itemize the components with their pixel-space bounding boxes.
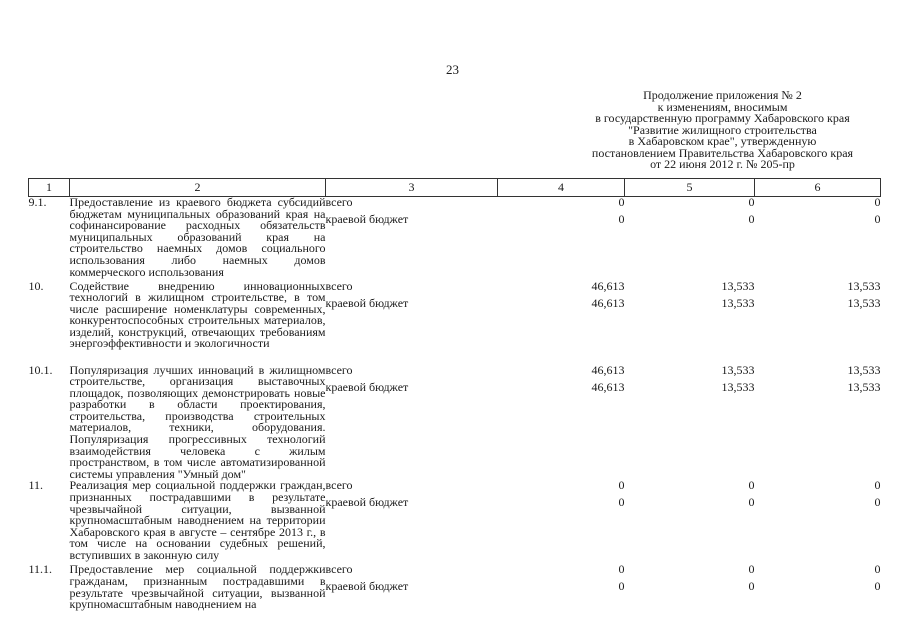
- value-cell: 13,533: [847, 295, 881, 310]
- value-cell: 0: [748, 195, 755, 209]
- value-cell: 13,533: [721, 379, 755, 394]
- header-line: в государственную программу Хабаровского края: [595, 111, 850, 125]
- table-row: [29, 564, 881, 620]
- value-col-6: [755, 564, 881, 620]
- value-col-6: [755, 197, 881, 281]
- funding-sources: [326, 564, 498, 620]
- column-header: 1: [29, 179, 70, 197]
- funding-sources: [326, 197, 498, 281]
- header-line: Продолжение приложения № 2: [643, 88, 802, 102]
- value-col-6: [755, 480, 881, 564]
- header-line: "Развитие жилищного строительства: [628, 122, 817, 137]
- funding-sources: [325, 278, 498, 365]
- value-col-5: [625, 564, 755, 620]
- source-label: краевой бюджет: [325, 495, 409, 510]
- row-number: 11.: [28, 478, 44, 493]
- column-header: 2: [70, 179, 326, 197]
- value-cell: 13,533: [847, 362, 881, 377]
- header-line: в Хабаровском крае", утвержденную: [628, 134, 817, 148]
- source-label: краевой бюджет: [325, 579, 409, 594]
- funding-sources: [326, 480, 498, 564]
- value-cell: 0: [748, 579, 755, 594]
- value-col-6: [755, 362, 881, 481]
- value-cell: 0: [618, 562, 625, 577]
- row-number: 10.1.: [28, 362, 53, 377]
- row-description: Реализация мер социальной поддержки граждан, признанных пострадавшими в результате чрезвычайной ситуации, вызванной крупномасштабным наводнением на территории Хабаровского края в августе – сентябре 2013 г., в том числе на основании судебных решений, вступивших в законную силу: [69, 478, 326, 562]
- row-number: 9.1.: [28, 195, 47, 209]
- header-line: постановлением Правительства Хабаровского края: [591, 145, 854, 160]
- value-cell: 0: [874, 495, 881, 510]
- column-header: 6: [755, 179, 881, 197]
- header-line: к изменениям, вносимым: [657, 99, 788, 114]
- row-number: 11.1.: [28, 562, 53, 577]
- column-header: 5: [625, 179, 755, 197]
- value-cell: 13,533: [847, 278, 881, 293]
- value-col-4: [498, 480, 625, 564]
- value-cell: 46,613: [591, 379, 625, 394]
- value-cell: 46,613: [591, 295, 625, 310]
- source-label: всего: [325, 195, 353, 209]
- value-col-4: [498, 278, 625, 365]
- value-cell: 0: [874, 579, 881, 594]
- value-col-5: [625, 480, 755, 564]
- value-cell: 0: [748, 478, 755, 493]
- value-col-5: [625, 278, 755, 365]
- value-cell: 0: [618, 495, 625, 510]
- value-cell: 0: [618, 478, 625, 493]
- source-label: всего: [325, 478, 353, 493]
- value-cell: 46,613: [591, 362, 625, 377]
- value-cell: 13,533: [721, 362, 755, 377]
- value-col-6: [755, 278, 881, 365]
- column-header: 3: [326, 179, 498, 197]
- value-cell: 0: [618, 212, 625, 226]
- value-col-5: [625, 362, 755, 481]
- row-description: Содействие внедрению инновационных технологий в жилищном строительстве, в том числе расширение номенклатуры современных, конкурентоспособных строительных материалов, изделий, конструкций, отвечающих требованиям энергоэффективности и экологичности: [69, 278, 326, 351]
- value-cell: 46,613: [591, 278, 625, 293]
- value-cell: 13,533: [721, 295, 755, 310]
- row-number: 10.: [28, 278, 44, 293]
- table-row: [29, 365, 881, 481]
- header-line: от 22 июня 2012 г. № 205-пр: [650, 157, 795, 171]
- table-row: [29, 197, 881, 281]
- value-cell: 0: [874, 478, 881, 493]
- value-cell: 0: [618, 579, 625, 594]
- value-cell: 0: [748, 562, 755, 577]
- source-label: краевой бюджет: [325, 379, 409, 394]
- value-cell: 0: [618, 195, 625, 209]
- row-description: Предоставление из краевого бюджета субсидий бюджетам муниципальных образований края на софинансирование расходных обязательств муниципальных образований края на строительство наемных домов социального использования либо наемных домов коммерческого использования: [69, 195, 326, 279]
- source-label: краевой бюджет: [325, 212, 409, 226]
- column-header-row: [29, 179, 881, 197]
- column-header: 4: [498, 179, 625, 197]
- source-label: всего: [325, 362, 353, 377]
- source-label: всего: [325, 278, 353, 293]
- table-row: [29, 480, 881, 564]
- value-col-5: [625, 197, 755, 281]
- page-number: 23: [446, 62, 459, 77]
- funding-sources: [325, 362, 498, 481]
- program-table: [28, 178, 881, 620]
- value-col-4: [498, 197, 625, 281]
- value-cell: 0: [874, 195, 881, 209]
- source-label: краевой бюджет: [325, 295, 409, 310]
- value-cell: 0: [874, 562, 881, 577]
- value-col-4: [498, 564, 625, 620]
- value-cell: 0: [874, 212, 881, 226]
- table-row: [29, 281, 881, 365]
- value-cell: 0: [748, 212, 755, 226]
- row-description: Популяризация лучших инноваций в жилищном строительстве, организация выставочных площадок, позволяющих демонстрировать новые разработки в области проектирования, строительства, производства строительных материалов, техники, оборудования. Популяризация прогрессивных технологий взаимодействия человека с жилым пространством, в том числе автоматизированной системы управления "Умный дом": [69, 362, 326, 481]
- row-description: Предоставление мер социальной поддержки гражданам, признанным пострадавшими в результате чрезвычайной ситуации, вызванной крупномасштабным наводнением на: [69, 562, 326, 612]
- value-cell: 13,533: [847, 379, 881, 394]
- value-cell: 0: [748, 495, 755, 510]
- value-cell: 13,533: [721, 278, 755, 293]
- appendix-header: [560, 90, 885, 171]
- source-label: всего: [325, 562, 353, 577]
- value-col-4: [498, 362, 625, 481]
